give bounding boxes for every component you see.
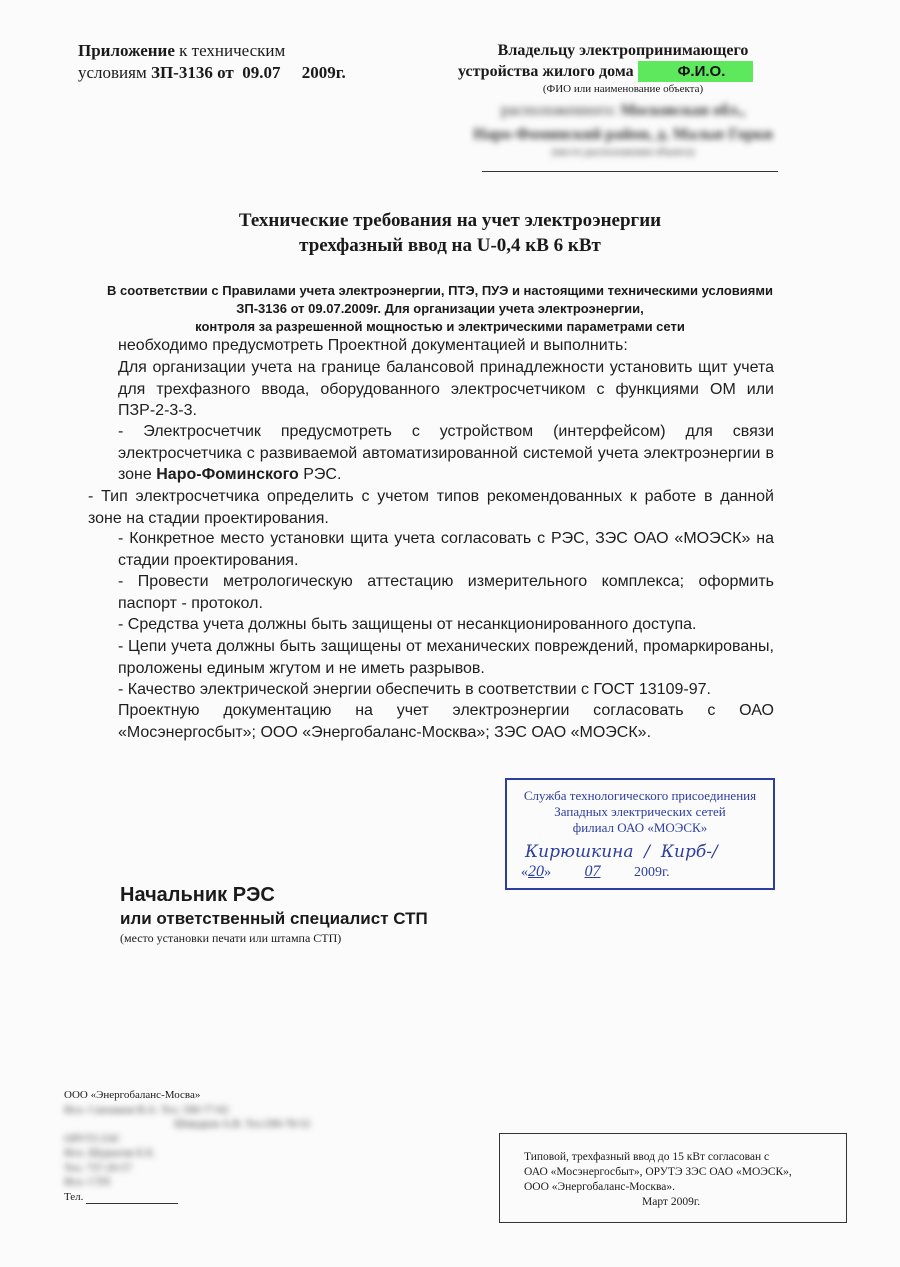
note-line1: Типовой, трехфазный ввод до 15 кВт согласован с [524,1151,770,1163]
note-line3: ООО «Энергобаланс-Москва». [524,1181,675,1193]
body-p6: - Провести метрологическую аттестацию измерительного комплекса; оформить паспорт - протокол. [118,573,774,612]
body-p4: - Тип электросчетчика определить с учетом типов рекомендованных к работе в данной зоне на стадии проектирования. [88,488,774,527]
approval-stamp [505,778,775,890]
body-p8: - Цепи учета должны быть защищены от механических повреждений, промаркированы, проложены единым жгутом и не иметь разрывов. [118,638,774,677]
addressee-line1: Владельцу электропринимающего [497,42,749,59]
body-p3 [118,421,774,486]
contact-line6: Тел. 737-20-57 [64,1161,132,1174]
note-date: Март 2009г. [642,1196,701,1208]
addressee-block [458,40,788,159]
body-p3-start: - Электросчетчик предусмотреть с устройством (интерфейсом) для связи электросчетчика с развиваемой автоматизированной системой учета электроэнергии в зоне [118,423,774,483]
note-line2: ОАО «Мосэнергосбыт», ОРУТЭ ЗЭС ОАО «МОЭСК», [524,1166,792,1178]
addressee-line2: устройства жилого дома [458,63,634,80]
appendix-label: Приложение [78,41,175,60]
signatory-block [120,884,428,946]
stamp-signature: Кирюшкина / Кирб-/ [525,842,718,862]
contact-line3: Шмидков А.В. Тел.590-78-52 [174,1118,311,1130]
res-name: Наро-Фоминского [156,466,299,483]
tel-label: Тел. [64,1190,84,1203]
date-month: 07 [584,863,601,880]
location-line2: Наро-Фоминский район, д. Малые Горки [473,126,773,143]
date-day: 20 [528,863,544,880]
stamp-line1: Служба технологического присоединения [523,788,757,803]
contact-line7: Исп. СТП [64,1176,111,1188]
conditions-number: ЗП-3136 от 09.07 2009г. [150,63,346,82]
stamp-line2: Западных электрических сетей [554,804,726,819]
location-value: Московская обл., [620,102,746,119]
title-line1: Технические требования на учет электроэнергии [238,210,662,231]
date-close-quote: » [544,865,551,880]
signatory-title: Начальник РЭС [120,884,275,906]
body-p9: - Качество электрической энергии обеспечить в соответствии с ГОСТ 13109-97. [118,681,711,698]
location-note: (место расположения объекта) [551,146,695,158]
body-p2: Для организации учета на границе балансовой принадлежности установить щит учета для трехфазного ввода, оборудованного электросчетчиком с функциями ОМ или ПЗР-2-3-3. [118,359,774,419]
location-line [458,100,788,121]
signatory-subtitle: или ответственный специалист СТП [120,909,428,928]
conditions-label: условиям [78,63,151,82]
appendix-header [78,40,346,84]
intro-block [60,282,820,336]
body-p3-end: РЭС. [298,466,342,483]
location-label: расположенного: [500,102,617,119]
body-p10: Проектную документацию на учет электроэнергии согласовать с ОАО «Мосэнергосбыт»; ООО «Энергобаланс-Москва»; ЗЭС ОАО «МОЭСК». [118,702,774,741]
date-year: 2009г. [634,865,670,880]
intro-line2: ЗП-3136 от 09.07.2009г. Для организации учета электроэнергии, [236,301,644,316]
intro-line3: контроля за разрешенной мощностью и электрическими параметрами сети [195,319,685,334]
approval-note-box [499,1133,847,1223]
document-title [140,208,760,258]
tel-line [64,1190,311,1205]
date-open-quote: « [521,865,528,880]
fio-placeholder: Ф.И.О. [638,61,754,82]
contact-line4: ОРУТЗ ЗЭС [64,1132,121,1145]
stamp-line3: филиал ОАО «МОЭСК» [572,820,708,835]
body-p5: - Конкретное место установки щита учета согласовать с РЭС, ЗЭС ОАО «МОЭСК» на стадии проектирования. [118,530,774,569]
contact-line2: Исп. Сапожков В.А. Тел. 590-77-62 [64,1103,229,1116]
contractor-company: ООО «Энергобаланс-Мосва» [64,1089,201,1101]
body-p1: необходимо предусмотреть Проектной документацией и выполнить: [118,337,628,354]
contact-line5: Исп. Шурыгин Е.Е. [64,1147,156,1159]
contractor-contacts [64,1088,311,1204]
address-underline [482,171,778,172]
stamp-date [507,864,773,881]
body-p7: - Средства учета должны быть защищены от несанкционированного доступа. [118,616,697,633]
appendix-label-rest: к техническим [174,41,286,60]
fio-note: (ФИО или наименование объекта) [542,83,704,95]
signatory-note: (место установки печати или штампа СТП) [120,931,342,945]
title-line2: трехфазный ввод на U-0,4 кВ 6 кВт [299,235,601,256]
intro-line1: В соответствии с Правилами учета электроэнергии, ПТЭ, ПУЭ и настоящими техническими условиями [106,283,773,298]
